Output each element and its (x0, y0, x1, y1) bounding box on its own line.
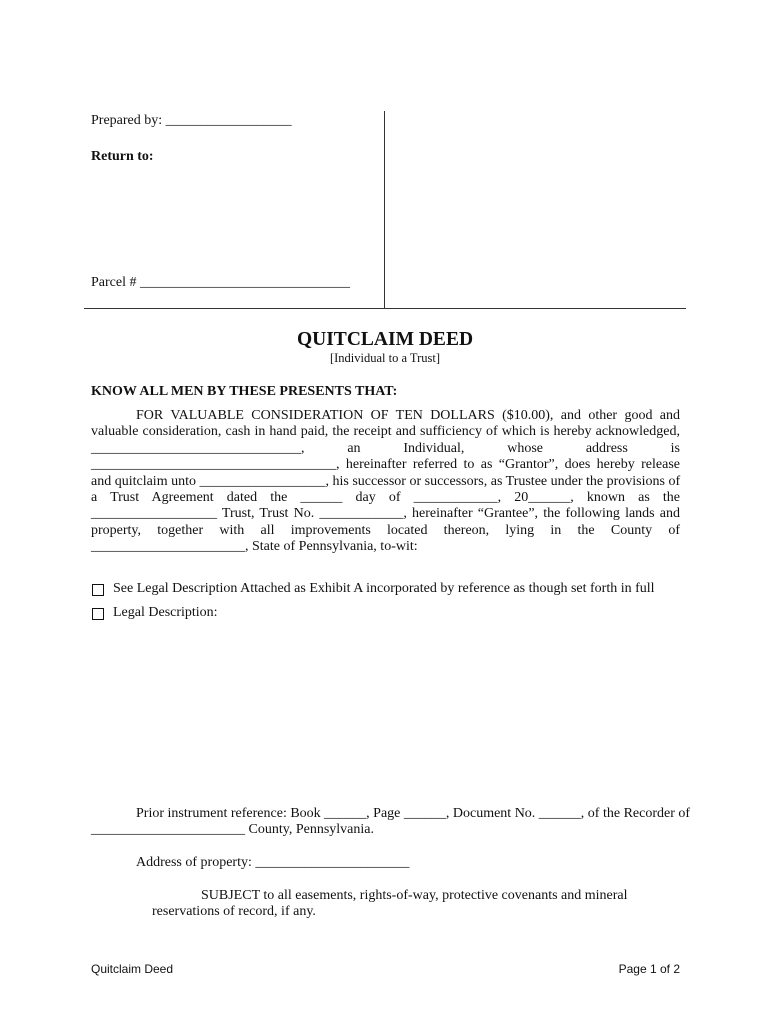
paragraph-line: __________________ Trust, Trust No. ____________, hereinafter “Grantee”, the following lands and (91, 506, 680, 522)
paragraph-line: FOR VALUABLE CONSIDERATION OF TEN DOLLARS ($10.00), and other good and (136, 408, 680, 423)
paragraph-line: ______________________________, an Individual, whose address is (91, 440, 680, 456)
document-subtitle: [Individual to a Trust] (329, 351, 441, 365)
consideration-paragraph (91, 408, 680, 556)
prior-instrument-county: ______________________ County, Pennsylvania. (91, 822, 374, 837)
paragraph-line: valuable consideration, cash in hand paid, the receipt and sufficiency of which is hereby acknowledged, (91, 424, 680, 440)
return-to-label: Return to: (91, 149, 154, 164)
exhibit-checkbox[interactable] (92, 584, 104, 596)
know-all-heading: KNOW ALL MEN BY THESE PRESENTS THAT: (91, 384, 398, 399)
footer-page-number: Page 1 of 2 (618, 962, 680, 976)
exhibit-option-label: See Legal Description Attached as Exhibit A incorporated by reference as though set forth in full (113, 581, 655, 596)
parcel-line (91, 275, 350, 291)
header-horizontal-divider (84, 308, 686, 309)
prior-instrument-line: Prior instrument reference: Book ______, Page ______, Document No. ______, of the Recorder of (136, 806, 691, 821)
header-vertical-divider (384, 111, 385, 308)
paragraph-line: ___________________________________, hereinafter referred to as “Grantor”, does hereby release (91, 457, 680, 473)
subject-line-continued: reservations of record, if any. (152, 904, 316, 919)
footer-document-name: Quitclaim Deed (91, 962, 174, 976)
paragraph-line: and quitclaim unto __________________, his successor or successors, as Trustee under the provisions of (91, 473, 681, 489)
paragraph-line: property, together with all improvements located thereon, lying in the County of (91, 522, 680, 538)
parcel-blank: ______________________________ (139, 275, 350, 290)
property-address-line: Address of property: ______________________ (136, 855, 410, 870)
paragraph-line: a Trust Agreement dated the ______ day of ____________, 20______, known as the (91, 490, 680, 506)
prepared-by-line: Prepared by: __________________ (91, 113, 292, 128)
legal-description-label: Legal Description: (113, 605, 218, 620)
paragraph-line: ______________________, State of Pennsylvania, to-wit: (91, 539, 418, 555)
subject-line: SUBJECT to all easements, rights-of-way, protective covenants and mineral (201, 888, 628, 903)
document-title: QUITCLAIM DEED (296, 329, 474, 350)
legal-description-checkbox[interactable] (92, 608, 104, 620)
parcel-label: Parcel # (91, 275, 140, 290)
